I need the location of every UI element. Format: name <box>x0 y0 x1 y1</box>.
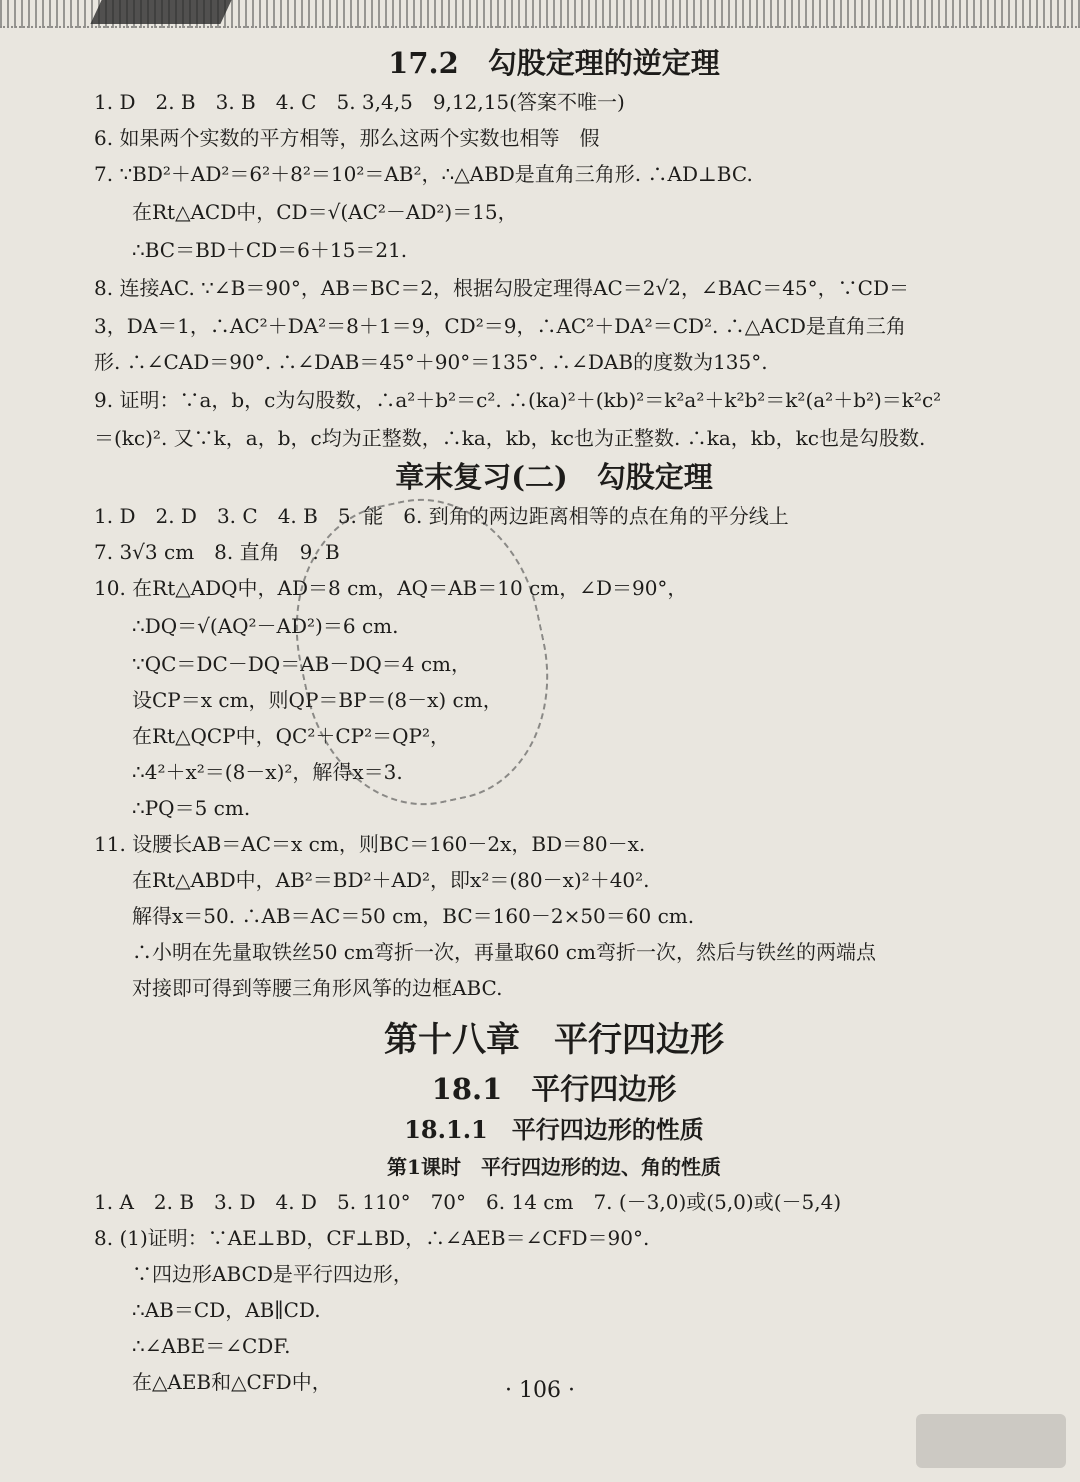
subsection-title: 18.1.1 平行四边形的性质 <box>404 1115 704 1144</box>
answer-line: ∴PQ＝5 cm. <box>132 796 251 820</box>
answer-line: ＝(kc)². 又∵k，a，b，c均为正整数，∴ka，kb，kc也为正整数. ∴ka，kb，kc也是勾股数. <box>94 426 926 450</box>
page-content <box>94 42 1014 1400</box>
section-title: 17.2 勾股定理的逆定理 <box>388 46 720 80</box>
answer-line: 解得x＝50. ∴AB＝AC＝50 cm，BC＝160－2×50＝60 cm. <box>132 904 695 928</box>
section-title: 章末复习(二) 勾股定理 <box>395 460 713 494</box>
answer-line: ∴AB＝CD，AB∥CD. <box>132 1298 321 1322</box>
chapter-title: 第十八章 平行四边形 <box>384 1020 724 1060</box>
answer-line: ∴∠ABE＝∠CDF. <box>132 1334 291 1358</box>
answer-line: 9. 证明：∵a，b，c为勾股数，∴a²＋b²＝c². ∴(ka)²＋(kb)²＝k²a²＋k²b²＝k²(a²＋b²)＝k²c² <box>94 388 942 412</box>
answer-line: 1. A 2. B 3. D 4. D 5. 110° 70° 6. 14 cm 7. (－3,0)或(5,0)或(－5,4) <box>94 1190 842 1214</box>
answer-line: 10. 在Rt△ADQ中，AD＝8 cm，AQ＝AB＝10 cm，∠D＝90°， <box>94 576 688 600</box>
answer-line: ∴小明在先量取铁丝50 cm弯折一次，再量取60 cm弯折一次，然后与铁丝的两端点 <box>132 940 876 964</box>
lesson-title: 第1课时 平行四边形的边、角的性质 <box>387 1155 721 1179</box>
answer-line: 7. 3√3 cm 8. 直角 9. B <box>94 540 340 564</box>
section-title: 18.1 平行四边形 <box>431 1072 677 1106</box>
answer-line: ∴DQ＝√(AQ²－AD²)＝6 cm. <box>132 614 399 638</box>
answer-line: ∵QC＝DC－DQ＝AB－DQ＝4 cm， <box>132 652 472 676</box>
answer-line: 3，DA＝1，∴AC²＋DA²＝8＋1＝9，CD²＝9，∴AC²＋DA²＝CD². ∴△ACD是直角三角 <box>94 314 906 338</box>
answer-line: 在△AEB和△CFD中， <box>132 1370 332 1394</box>
answer-line: ∵四边形ABCD是平行四边形， <box>132 1262 413 1286</box>
answer-line: ∴4²＋x²＝(8－x)²，解得x＝3. <box>132 760 403 784</box>
answer-line: 形. ∴∠CAD＝90°. ∴∠DAB＝45°＋90°＝135°. ∴∠DAB的度数为135°. <box>94 350 768 374</box>
answer-line: 6. 如果两个实数的平方相等，那么这两个实数也相等 假 <box>94 126 600 150</box>
answer-line: ∴BC＝BD＋CD＝6＋15＝21. <box>132 238 408 262</box>
answer-line: 1. D 2. D 3. C 4. B 5. 能 6. 到角的两边距离相等的点在角的平分线上 <box>94 504 789 528</box>
answer-line: 8. 连接AC. ∵∠B＝90°，AB＝BC＝2，根据勾股定理得AC＝2√2，∠BAC＝45°，∵CD＝ <box>94 276 909 300</box>
answer-line: 在Rt△ABD中，AB²＝BD²＋AD²，即x²＝(80－x)²＋40². <box>132 868 650 892</box>
answer-line: 在Rt△QCP中，QC²＋CP²＝QP²， <box>132 724 450 748</box>
top-decoration <box>90 0 231 24</box>
answer-line: 在Rt△ACD中，CD＝√(AC²－AD²)＝15， <box>132 200 518 224</box>
answer-line: 7. ∵BD²＋AD²＝6²＋8²＝10²＝AB²，∴△ABD是直角三角形. ∴AD⊥BC. <box>94 162 753 186</box>
answer-line: 对接即可得到等腰三角形风筝的边框ABC. <box>132 976 503 1000</box>
watermark-logo <box>916 1414 1066 1468</box>
answer-line: 1. D 2. B 3. B 4. C 5. 3,4,5 9,12,15(答案不唯一) <box>94 90 625 114</box>
answer-line: 11. 设腰长AB＝AC＝x cm，则BC＝160－2x，BD＝80－x. <box>94 832 646 856</box>
answer-line: 设CP＝x cm，则QP＝BP＝(8－x) cm， <box>132 688 503 712</box>
answer-line: 8. (1)证明：∵AE⊥BD，CF⊥BD，∴∠AEB＝∠CFD＝90°. <box>94 1226 650 1250</box>
page-number: · 106 · <box>505 1378 575 1403</box>
